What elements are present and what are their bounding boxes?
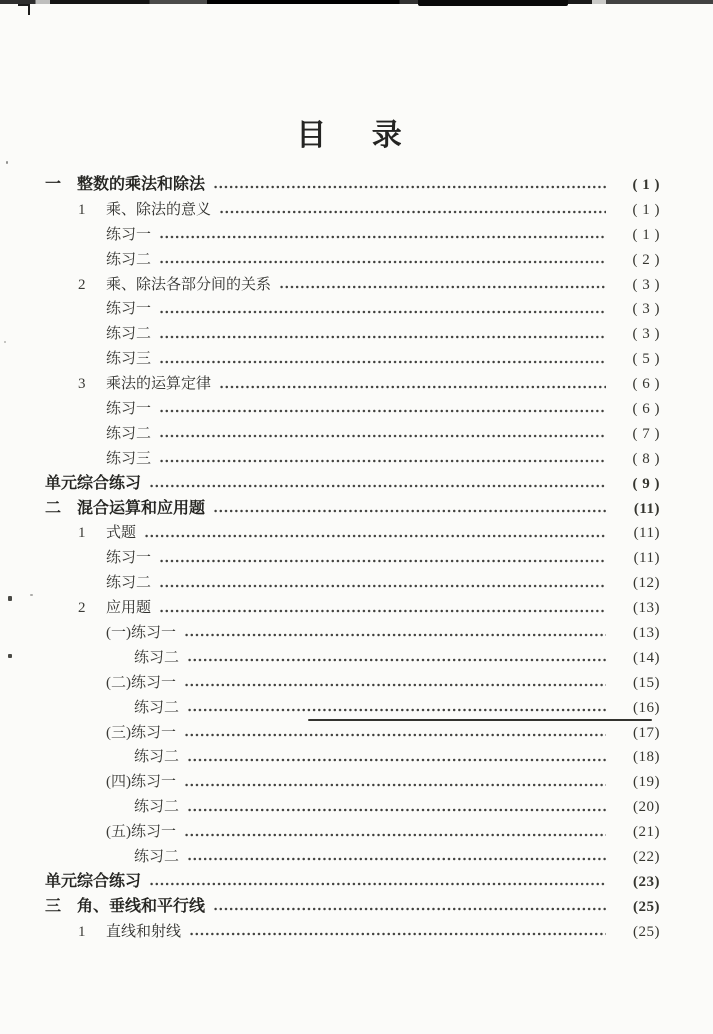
entry-label: 练习一 [106, 301, 152, 318]
page-number: (11) [633, 550, 660, 567]
page-number: ( 2 ) [632, 251, 660, 268]
page-number: ( 6 ) [632, 400, 660, 417]
entry-label: 练习一 [106, 226, 152, 243]
entry-label: 练习二 [106, 326, 152, 343]
page-number: (23) [633, 873, 660, 890]
page-number: ( 3 ) [632, 301, 660, 318]
entry-label: 练习一 [106, 400, 152, 417]
toc-row [45, 422, 660, 447]
dot-leader [159, 309, 606, 315]
page-number: (12) [633, 575, 660, 592]
entry-label: (四)练习一 [106, 774, 176, 791]
toc-row [45, 223, 660, 248]
toc-row [45, 571, 660, 596]
page-number: (22) [633, 848, 660, 865]
dot-leader [159, 359, 606, 365]
page-number: ( 6 ) [632, 376, 660, 393]
toc-row [45, 770, 660, 795]
toc-row [45, 820, 660, 845]
page-number: (11) [633, 500, 660, 517]
dot-leader [159, 433, 606, 439]
entry-label: 练习一 [106, 550, 152, 567]
scan-artifact-top-bar [0, 0, 713, 4]
entry-label: 练习二 [134, 649, 180, 666]
page-number: (17) [633, 724, 660, 741]
dot-leader [159, 334, 606, 340]
dot-leader [184, 632, 606, 638]
entry-number: 三 [45, 898, 62, 916]
toc-row [45, 347, 660, 372]
entry-number: 2 [78, 276, 86, 293]
toc-row [45, 297, 660, 322]
entry-label: 练习二 [134, 799, 180, 816]
toc-row [45, 596, 660, 621]
entry-label: 乘、除法的意义 [106, 201, 212, 218]
dot-leader [159, 259, 606, 265]
page-title: 目 录 [296, 119, 404, 152]
page-number: (13) [633, 600, 660, 617]
dot-leader [144, 533, 606, 539]
scan-speck [8, 654, 12, 658]
entry-label: 混合运算和应用题 [77, 500, 206, 518]
entry-label: 乘、除法各部分间的关系 [106, 276, 272, 293]
scan-speck [30, 594, 33, 596]
dot-leader [184, 832, 606, 838]
entry-label: 练习三 [106, 351, 152, 368]
entry-label: 直线和射线 [106, 923, 182, 940]
dot-leader [213, 906, 606, 912]
dot-leader [149, 483, 606, 489]
dot-leader [187, 707, 606, 713]
entry-label: 单元综合练习 [45, 873, 142, 891]
toc-row [45, 198, 660, 223]
entry-label: 练习三 [106, 450, 152, 467]
toc-row [45, 721, 660, 746]
toc-row [45, 397, 660, 422]
entry-label: 乘法的运算定律 [106, 376, 212, 393]
toc-row [45, 845, 660, 870]
dot-leader [187, 757, 606, 763]
toc-row [45, 372, 660, 397]
toc-row [45, 870, 660, 895]
scan-artifact-top-blob [418, 0, 568, 6]
entry-number: 3 [78, 376, 86, 393]
entry-number: 二 [45, 500, 62, 518]
toc-row [45, 273, 660, 298]
entry-number: 1 [78, 525, 86, 542]
entry-label: (三)练习一 [106, 724, 176, 741]
entry-number: 1 [78, 201, 86, 218]
dot-leader [159, 458, 606, 464]
dot-leader [159, 608, 606, 614]
toc-row [45, 497, 660, 522]
toc-row [45, 621, 660, 646]
toc-row [45, 696, 660, 721]
entry-label: 角、垂线和平行线 [77, 898, 206, 916]
page-number: (13) [633, 624, 660, 641]
page-number: (18) [633, 749, 660, 766]
entry-label: 练习二 [106, 425, 152, 442]
dot-leader [159, 234, 606, 240]
entry-label: (一)练习一 [106, 624, 176, 641]
toc-row [45, 895, 660, 920]
page-number: ( 1 ) [632, 226, 660, 243]
toc-row [45, 646, 660, 671]
dot-leader [187, 807, 606, 813]
dot-leader [187, 856, 606, 862]
page-number: ( 5 ) [632, 351, 660, 368]
entry-label: (五)练习一 [106, 824, 176, 841]
dot-leader [159, 583, 606, 589]
scan-speck [6, 161, 8, 164]
toc-row [45, 173, 660, 198]
dot-leader [219, 384, 606, 390]
entry-label: 式题 [106, 525, 137, 542]
page-number: (19) [633, 774, 660, 791]
page-number: (21) [633, 824, 660, 841]
page-number: ( 1 ) [632, 176, 660, 193]
page-number: (11) [633, 525, 660, 542]
page-number: ( 3 ) [632, 326, 660, 343]
entry-label: 整数的乘法和除法 [77, 176, 206, 194]
dot-leader [213, 184, 606, 190]
table-of-contents [45, 173, 660, 945]
dot-leader [219, 209, 606, 215]
page-number: (15) [633, 674, 660, 691]
entry-label: (二)练习一 [106, 674, 176, 691]
dot-leader [189, 931, 606, 937]
dot-leader [213, 508, 606, 514]
scan-speck [4, 341, 6, 343]
toc-row [45, 671, 660, 696]
dot-leader [159, 408, 606, 414]
dot-leader [149, 881, 606, 887]
entry-label: 练习二 [106, 251, 152, 268]
entry-label: 练习二 [106, 575, 152, 592]
toc-row [45, 795, 660, 820]
page-number: ( 3 ) [632, 276, 660, 293]
page-number: ( 7 ) [632, 425, 660, 442]
scan-speck [8, 596, 12, 601]
entry-number: 2 [78, 600, 86, 617]
dot-leader [184, 732, 606, 738]
toc-row [45, 248, 660, 273]
scan-artifact-corner-mark [18, 4, 30, 15]
page-number: (25) [633, 923, 660, 940]
toc-row [45, 472, 660, 497]
page-number: ( 9 ) [632, 475, 660, 492]
page-number: ( 8 ) [632, 450, 660, 467]
toc-row [45, 745, 660, 770]
entry-label: 单元综合练习 [45, 475, 142, 493]
dot-leader [279, 284, 606, 290]
toc-row [45, 322, 660, 347]
dot-leader [187, 657, 606, 663]
page-number: ( 1 ) [632, 201, 660, 218]
entry-label: 应用题 [106, 600, 152, 617]
toc-row [45, 521, 660, 546]
toc-row [45, 447, 660, 472]
toc-row [45, 546, 660, 571]
page-number: (20) [633, 799, 660, 816]
toc-row [45, 920, 660, 945]
page-number: (25) [633, 898, 660, 915]
dot-leader [184, 682, 606, 688]
dot-leader [159, 558, 606, 564]
entry-label: 练习二 [134, 848, 180, 865]
page-number: (16) [633, 699, 660, 716]
entry-label: 练习二 [134, 749, 180, 766]
dot-leader [184, 782, 606, 788]
entry-label: 练习二 [134, 699, 180, 716]
page-number: (14) [633, 649, 660, 666]
entry-number: 1 [78, 923, 86, 940]
entry-number: 一 [45, 176, 62, 194]
